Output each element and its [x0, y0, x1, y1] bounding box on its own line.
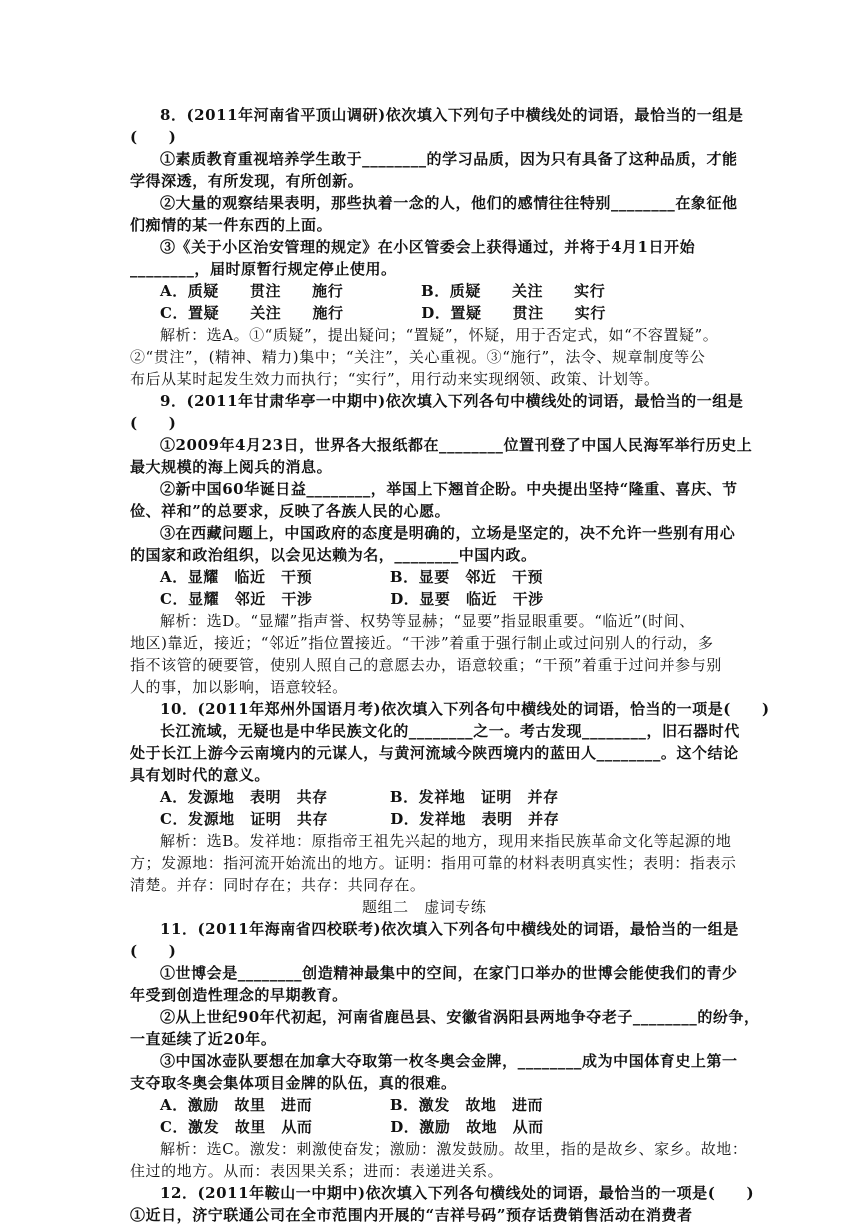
- q11-sentence-1-cont: 年受到创造性理念的早期教育。: [130, 986, 348, 1004]
- q11-stem: 11．(2011年海南省四校联考)依次填入下列各句中横线处的词语，最恰当的一组是: [160, 920, 739, 938]
- q9-sentence-3-cont: 的国家和政治组织，以会见达赖为名，________中国内政。: [130, 546, 537, 564]
- q8-stem: 8．(2011年河南省平顶山调研)依次填入下列句子中横线处的词语，最恰当的一组是: [160, 106, 744, 124]
- q9-sentence-2: ②新中国60华诞日益________，举国上下翘首企盼。中央提出坚持“隆重、喜庆、节: [160, 480, 738, 498]
- q11-sentence-2: ②从上世纪90年代初起，河南省鹿邑县、安徽省涡阳县两地争夺老子________的纷争，: [160, 1008, 760, 1026]
- q11-analysis-cont: 住过的地方。从而：表因果关系；进而：表递进关系。: [130, 1162, 504, 1180]
- q8-sentence-3: ③《关于小区治安管理的规定》在小区管委会上获得通过，并将于4月1日开始: [160, 238, 696, 256]
- q9-analysis-cont-3: 人的事，加以影响，语意较轻。: [130, 678, 348, 696]
- q10-stem: 10．(2011年郑州外国语月考)依次填入下列各句中横线处的词语，恰当的一项是( ): [160, 700, 770, 718]
- q8-sentence-2: ②大量的观察结果表明，那些执着一念的人，他们的感情往往特别________在象征他: [160, 194, 738, 212]
- q8-sentence-2-cont: 们痴情的某一件东西的上面。: [130, 216, 333, 234]
- q10-analysis-cont-1: 方；发源地：指河流开始流出的地方。证明：指用可靠的材料表明真实性；表明：指表示: [130, 854, 737, 872]
- q10-options-cd: C．发源地 证明 共存 D．发祥地 表明 并存: [160, 810, 560, 828]
- q11-sentence-2-cont: 一直延续了近20年。: [130, 1030, 277, 1048]
- q10-analysis-cont-2: 清楚。并存：同时存在；共存：共同存在。: [130, 876, 426, 894]
- q11-sentence-3: ③中国冰壶队要想在加拿大夺取第一枚冬奥会金牌，________成为中国体育史上第一: [160, 1052, 738, 1070]
- q11-sentence-3-cont: 支夺取冬奥会集体项目金牌的队伍，真的很难。: [130, 1074, 457, 1092]
- q12-sentence-1: ①近日，济宁联通公司在全市范围内开展的“吉祥号码”预存话费销售活动在消费者: [130, 1206, 693, 1224]
- q9-sentence-2-cont: 俭、祥和”的总要求，反映了各族人民的心愿。: [130, 502, 451, 520]
- q9-stem: 9．(2011年甘肃华亭一中期中)依次填入下列各句中横线处的词语，最恰当的一组是: [160, 392, 744, 410]
- q9-analysis-cont-1: 地区)靠近，接近；“邻近”指位置接近。“干涉”着重于强行制止或过问别人的行动，多: [130, 634, 714, 652]
- q8-analysis: 解析：选A。①“质疑”，提出疑问；“置疑”，怀疑，用于否定式，如“不容置疑”。: [160, 326, 719, 344]
- q11-analysis: 解析：选C。激发：刺激使奋发；激励：激发鼓励。故里，指的是故乡、家乡。故地：: [160, 1140, 748, 1158]
- q8-analysis-cont-2: 布后从某时起发生效力而执行；“实行”，用行动来实现纲领、政策、计划等。: [130, 370, 660, 388]
- q8-sentence-3-cont: ________，届时原暂行规定停止使用。: [130, 260, 397, 278]
- q8-options-ab: A．质疑 贯注 施行 B．质疑 关注 实行: [160, 282, 606, 300]
- q12-stem: 12．(2011年鞍山一中期中)依次填入下列各句横线处的词语，最恰当的一项是( ): [160, 1184, 755, 1202]
- q8-sentence-1: ①素质教育重视培养学生敢于________的学习品质，因为只有具备了这种品质，才能: [160, 150, 738, 168]
- q9-sentence-1: ①2009年4月23日，世界各大报纸都在________位置刊登了中国人民海军举行历史上: [160, 436, 753, 454]
- q10-passage-cont-1: 处于长江上游今云南境内的元谋人，与黄河流域今陕西境内的蓝田人________。这个结论: [130, 744, 739, 762]
- section-heading: 题组二 虚词专练: [362, 898, 487, 916]
- q11-paren: ( ): [130, 942, 177, 960]
- q11-sentence-1: ①世博会是________创造精神最集中的空间，在家门口举办的世博会能使我们的青少: [160, 964, 738, 982]
- q8-analysis-cont-1: ②“贯注”，(精神、精力)集中；“关注”，关心重视。③“施行”，法令、规章制度等公: [130, 348, 706, 366]
- q9-options-ab: A．显耀 临近 干预 B．显要 邻近 干预: [160, 568, 544, 586]
- q9-sentence-3: ③在西藏问题上，中国政府的态度是明确的，立场是坚定的，决不允许一些别有用心: [160, 524, 736, 542]
- q8-paren: ( ): [130, 128, 177, 146]
- q9-analysis-cont-2: 指不该管的硬要管，使别人照自己的意愿去办，语意较重；“干预”着重于过问并参与别: [130, 656, 722, 674]
- q9-analysis: 解析：选D。“显耀”指声誉、权势等显赫；“显要”指显眼重要。“临近”(时间、: [160, 612, 695, 630]
- q10-options-ab: A．发源地 表明 共存 B．发祥地 证明 并存: [160, 788, 559, 806]
- q9-paren: ( ): [130, 414, 177, 432]
- q9-sentence-1-cont: 最大规模的海上阅兵的消息。: [130, 458, 333, 476]
- q8-sentence-1-cont: 学得深透，有所发现，有所创新。: [130, 172, 364, 190]
- q10-passage-cont-2: 具有划时代的意义。: [130, 766, 270, 784]
- q11-options-cd: C．激发 故里 从而 D．激励 故地 从而: [160, 1118, 544, 1136]
- q9-options-cd: C．显耀 邻近 干涉 D．显要 临近 干涉: [160, 590, 544, 608]
- q10-analysis: 解析：选B。发祥地：原指帝王祖先兴起的地方，现用来指民族革命文化等起源的地: [160, 832, 732, 850]
- q11-options-ab: A．激励 故里 进而 B．激发 故地 进而: [160, 1096, 544, 1114]
- q8-options-cd: C．置疑 关注 施行 D．置疑 贯注 实行: [160, 304, 606, 322]
- q10-passage: 长江流域，无疑也是中华民族文化的________之一。考古发现________，旧石器时代: [160, 722, 740, 740]
